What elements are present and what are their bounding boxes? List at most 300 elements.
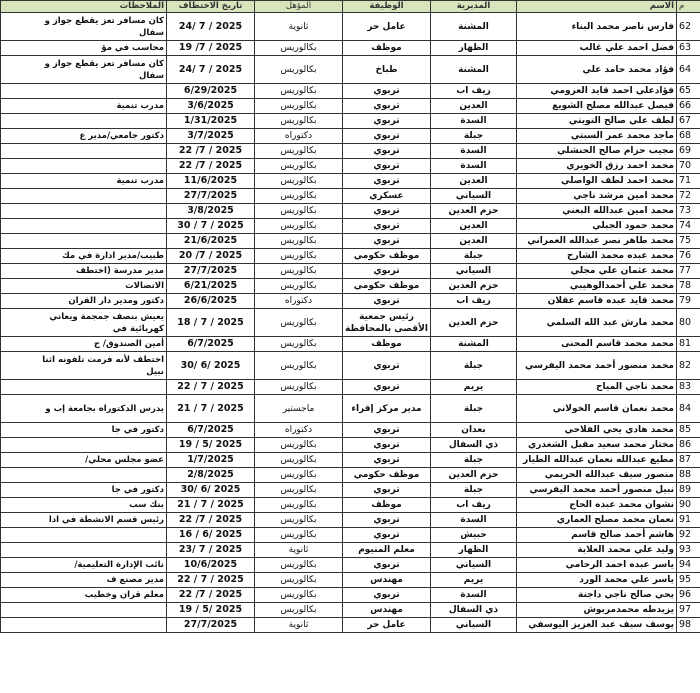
- qualification-cell: بكالوريس: [255, 603, 343, 618]
- table-row: [1, 219, 700, 234]
- table-row: [1, 204, 700, 219]
- qualification-cell: بكالوريس: [255, 588, 343, 603]
- date-cell: 16 / 6/ 2025: [167, 528, 255, 543]
- date-cell: 24/ 7 / 2025: [167, 13, 255, 41]
- row-number: 92: [677, 528, 700, 543]
- row-number: 70: [677, 159, 700, 174]
- job-cell: تربوي: [343, 423, 431, 438]
- note-line: أمين الصندوق/ ج: [93, 339, 164, 349]
- table-row: [1, 99, 700, 114]
- name-cell: يحي صالح ناجي داجنة: [517, 588, 677, 603]
- table-row: [1, 498, 700, 513]
- table-row: [1, 84, 700, 99]
- row-number: 79: [677, 294, 700, 309]
- notes-cell: [1, 189, 167, 204]
- name-cell: لطف علي صالح التويتي: [517, 114, 677, 129]
- date-cell: 30 / 7 / 2025: [167, 219, 255, 234]
- table-row: [1, 528, 700, 543]
- note-line: الاتصالات: [125, 281, 164, 291]
- notes-cell: [1, 159, 167, 174]
- notes-cell: [1, 84, 167, 99]
- date-cell: 22 / 7 / 2025: [167, 573, 255, 588]
- qualification-cell: بكالوريس: [255, 144, 343, 159]
- job-cell: تربوي: [343, 219, 431, 234]
- job-cell: موظف حكومي: [343, 279, 431, 294]
- district-cell: السدة: [431, 513, 517, 528]
- header-date: تاريخ الاختطاف: [167, 1, 255, 13]
- name-cell: فارس ناصر محمد البناء: [517, 13, 677, 41]
- name-cell: يوسف سيف عبد العزيز اليوسفي: [517, 618, 677, 633]
- job-cell: مهندس: [343, 603, 431, 618]
- district-cell: الظهار: [431, 41, 517, 56]
- name-cell: محمد ناجي المياح: [517, 380, 677, 395]
- note-line: مدرب تنمية: [116, 176, 164, 186]
- qualification-cell: ثانوية: [255, 543, 343, 558]
- qualification-cell: بكالوريس: [255, 114, 343, 129]
- date-cell: 3/8/2025: [167, 204, 255, 219]
- header-name: الاسم: [517, 1, 677, 13]
- notes-cell: [1, 395, 167, 423]
- date-cell: 21 / 7 / 2025: [167, 395, 255, 423]
- name-cell: محمد نعمان قاسم الخولاني: [517, 395, 677, 423]
- table-row: [1, 159, 700, 174]
- job-cell: موظف: [343, 498, 431, 513]
- notes-cell: [1, 513, 167, 528]
- job-cell: تربوي: [343, 99, 431, 114]
- notes-cell: [1, 438, 167, 453]
- name-cell: فؤادعلي احمد قايد العرومي: [517, 84, 677, 99]
- qualification-cell: بكالوريس: [255, 498, 343, 513]
- note-line: دكتور جامعي/مدير ع: [79, 131, 164, 141]
- qualification-cell: بكالوريس: [255, 558, 343, 573]
- notes-cell: [1, 114, 167, 129]
- qualification-cell: بكالوريس: [255, 41, 343, 56]
- row-number: 74: [677, 219, 700, 234]
- notes-cell: [1, 264, 167, 279]
- job-cell: تربوي: [343, 294, 431, 309]
- notes-cell: [1, 453, 167, 468]
- district-cell: المشنة: [431, 13, 517, 41]
- district-cell: حزم العدين: [431, 279, 517, 294]
- row-number: 82: [677, 352, 700, 380]
- table-row: [1, 380, 700, 395]
- name-cell: محمد احمد لطف الواصلي: [517, 174, 677, 189]
- row-number: 96: [677, 588, 700, 603]
- note-line: كان مسافر تعز يقطع جواز و: [44, 58, 164, 69]
- table-row: [1, 174, 700, 189]
- date-cell: 6/7/2025: [167, 423, 255, 438]
- job-cell: موظف حكومي: [343, 468, 431, 483]
- job-cell: تربوي: [343, 528, 431, 543]
- qualification-cell: بكالوريس: [255, 438, 343, 453]
- qualification-cell: بكالوريس: [255, 352, 343, 380]
- name-cell: محمد محمد قاسم المحنى: [517, 337, 677, 352]
- qualification-cell: بكالوريس: [255, 249, 343, 264]
- date-cell: 21/6/2025: [167, 234, 255, 249]
- name-cell: محمد مارش عبد الله السلمي: [517, 309, 677, 337]
- notes-cell: [1, 337, 167, 352]
- table-row: [1, 352, 700, 380]
- table-row: [1, 264, 700, 279]
- date-cell: 19 / 5/ 2025: [167, 438, 255, 453]
- notes-cell: [1, 204, 167, 219]
- date-cell: 1/7/2025: [167, 453, 255, 468]
- district-cell: حبيش: [431, 528, 517, 543]
- table-row: [1, 573, 700, 588]
- notes-cell: [1, 249, 167, 264]
- date-cell: 22 /7 / 2025: [167, 144, 255, 159]
- district-cell: السدة: [431, 588, 517, 603]
- district-cell: حزم العدين: [431, 204, 517, 219]
- notes-cell: [1, 468, 167, 483]
- notes-cell: [1, 618, 167, 633]
- row-number: 94: [677, 558, 700, 573]
- note-line: طبيب/مدير ادارة في مك: [61, 251, 164, 261]
- job-cell: تربوي: [343, 84, 431, 99]
- district-cell: السياني: [431, 558, 517, 573]
- table-row: [1, 603, 700, 618]
- job-cell: تربوي: [343, 438, 431, 453]
- qualification-cell: بكالوريس: [255, 99, 343, 114]
- table-row: [1, 41, 700, 56]
- name-cell: محمد قايد عبده قاسم عقلان: [517, 294, 677, 309]
- notes-cell: [1, 483, 167, 498]
- table-row: [1, 513, 700, 528]
- notes-cell: [1, 13, 167, 41]
- name-cell: فؤاد محمد حامد علي: [517, 56, 677, 84]
- district-cell: حزم العدين: [431, 468, 517, 483]
- row-number: 90: [677, 498, 700, 513]
- header-district: المديرية: [431, 1, 517, 13]
- header-num: م: [677, 1, 700, 13]
- note-line: عضو مجلس محلي/: [85, 455, 164, 465]
- table-row: [1, 279, 700, 294]
- district-cell: الظهار: [431, 543, 517, 558]
- qualification-cell: بكالوريس: [255, 174, 343, 189]
- notes-cell: [1, 603, 167, 618]
- district-cell: السدة: [431, 114, 517, 129]
- table-row: [1, 558, 700, 573]
- name-cell: ياسر علي محمد الورد: [517, 573, 677, 588]
- district-cell: العدين: [431, 234, 517, 249]
- date-cell: 27/7/2025: [167, 618, 255, 633]
- name-cell: نعمان محمد مصلح العماري: [517, 513, 677, 528]
- date-cell: 30/ 6/ 2025: [167, 352, 255, 380]
- district-cell: السياني: [431, 264, 517, 279]
- table-row: [1, 618, 700, 633]
- row-number: 91: [677, 513, 700, 528]
- row-number: 69: [677, 144, 700, 159]
- row-number: 78: [677, 279, 700, 294]
- job-cell: رئيس جمعية الأقصى بالمحافظة: [343, 309, 431, 337]
- name-cell: محمد احمد رزق الخويري: [517, 159, 677, 174]
- table-header-row: [1, 1, 700, 13]
- notes-cell: [1, 174, 167, 189]
- job-cell: تربوي: [343, 513, 431, 528]
- notes-cell: [1, 573, 167, 588]
- job-cell: تربوي: [343, 144, 431, 159]
- row-number: 65: [677, 84, 700, 99]
- district-cell: ريف اب: [431, 84, 517, 99]
- job-cell: تربوي: [343, 453, 431, 468]
- date-cell: 22 /7 / 2025: [167, 159, 255, 174]
- name-cell: محمد منصور أحمد محمد اليفرسي: [517, 352, 677, 380]
- header-qualification: المؤهل: [255, 1, 343, 13]
- job-cell: تربوي: [343, 352, 431, 380]
- table-row: [1, 249, 700, 264]
- row-number: 62: [677, 13, 700, 41]
- row-number: 77: [677, 264, 700, 279]
- district-cell: يريم: [431, 380, 517, 395]
- name-cell: محمد امين مرشد ناجي: [517, 189, 677, 204]
- table-row: [1, 453, 700, 468]
- table-row: [1, 234, 700, 249]
- row-number: 97: [677, 603, 700, 618]
- table-row: [1, 395, 700, 423]
- row-number: 68: [677, 129, 700, 144]
- name-cell: محمد عبده محمد الشارح: [517, 249, 677, 264]
- job-cell: مهندس: [343, 573, 431, 588]
- qualification-cell: ثانوية: [255, 618, 343, 633]
- name-cell: نشوان محمد عبده الحاج: [517, 498, 677, 513]
- date-cell: 23/ 7 / 2025: [167, 543, 255, 558]
- date-cell: 18 / 7 / 2025: [167, 309, 255, 337]
- notes-cell: [1, 279, 167, 294]
- district-cell: العدين: [431, 174, 517, 189]
- notes-cell: [1, 56, 167, 84]
- job-cell: تربوي: [343, 264, 431, 279]
- job-cell: تربوي: [343, 588, 431, 603]
- job-cell: تربوي: [343, 159, 431, 174]
- table-row: [1, 13, 700, 41]
- name-cell: محمد امين عبدالله البعني: [517, 204, 677, 219]
- date-cell: 10/6/2025: [167, 558, 255, 573]
- note-line: مدير مدرسة (اختطف: [76, 266, 164, 276]
- notes-cell: [1, 41, 167, 56]
- qualification-cell: بكالوريس: [255, 84, 343, 99]
- district-cell: العدين: [431, 99, 517, 114]
- job-cell: عامل حر: [343, 618, 431, 633]
- date-cell: 22 / 7 / 2025: [167, 380, 255, 395]
- job-cell: تربوي: [343, 114, 431, 129]
- name-cell: محمد هادي يحي الفلاحي: [517, 423, 677, 438]
- table-row: [1, 114, 700, 129]
- row-number: 87: [677, 453, 700, 468]
- note-line: سفال: [138, 27, 164, 38]
- header-notes: الملاحظات: [1, 1, 167, 13]
- table-row: [1, 144, 700, 159]
- district-cell: ريف اب: [431, 498, 517, 513]
- qualification-cell: ماجستير: [255, 395, 343, 423]
- job-cell: تربوي: [343, 204, 431, 219]
- note-line: سفال: [138, 70, 164, 81]
- qualification-cell: بكالوريس: [255, 189, 343, 204]
- job-cell: طباخ: [343, 56, 431, 84]
- name-cell: ماجد محمد عمر السبتي: [517, 129, 677, 144]
- qualification-cell: بكالوريس: [255, 483, 343, 498]
- name-cell: يزيدطه محمدمربوش: [517, 603, 677, 618]
- qualification-cell: دكتوراه: [255, 129, 343, 144]
- notes-cell: [1, 219, 167, 234]
- row-number: 95: [677, 573, 700, 588]
- row-number: 66: [677, 99, 700, 114]
- qualification-cell: دكتوراه: [255, 294, 343, 309]
- job-cell: موظف: [343, 41, 431, 56]
- district-cell: السياني: [431, 618, 517, 633]
- date-cell: 19 /7 / 2025: [167, 41, 255, 56]
- job-cell: تربوي: [343, 234, 431, 249]
- district-cell: يريم: [431, 573, 517, 588]
- date-cell: 3/6/2025: [167, 99, 255, 114]
- table-row: [1, 189, 700, 204]
- date-cell: 6/21/2025: [167, 279, 255, 294]
- name-cell: هاشم أحمد صالح قاسم: [517, 528, 677, 543]
- qualification-cell: بكالوريس: [255, 309, 343, 337]
- row-number: 72: [677, 189, 700, 204]
- qualification-cell: بكالوريس: [255, 279, 343, 294]
- name-cell: فيصل عبدالله مصلح الشويع: [517, 99, 677, 114]
- job-cell: موظف: [343, 337, 431, 352]
- note-line: مدرب تنمية: [116, 101, 164, 111]
- district-cell: ريف اب: [431, 294, 517, 309]
- table-row: [1, 129, 700, 144]
- date-cell: 22 /7 / 2025: [167, 513, 255, 528]
- note-line: نائب الإدارة التعليمية/: [74, 560, 164, 570]
- note-line: بنك سب: [129, 500, 164, 510]
- name-cell: محمد علي أحمدالوهيبي: [517, 279, 677, 294]
- qualification-cell: بكالوريس: [255, 468, 343, 483]
- name-cell: مطيع عبدالله نعمان عبدالله الطيار: [517, 453, 677, 468]
- row-number: 64: [677, 56, 700, 84]
- date-cell: 6/7/2025: [167, 337, 255, 352]
- notes-cell: [1, 558, 167, 573]
- note-line: رئيس قسم الانشطة في ادا: [48, 515, 164, 525]
- job-cell: معلم المنيوم: [343, 543, 431, 558]
- date-cell: 6/29/2025: [167, 84, 255, 99]
- job-cell: تربوي: [343, 129, 431, 144]
- date-cell: 19 / 5/ 2025: [167, 603, 255, 618]
- date-cell: 22 /7 / 2025: [167, 588, 255, 603]
- qualification-cell: بكالوريس: [255, 528, 343, 543]
- district-cell: جبلة: [431, 395, 517, 423]
- date-cell: 30/ 6/ 2025: [167, 483, 255, 498]
- row-number: 93: [677, 543, 700, 558]
- district-cell: المشنة: [431, 56, 517, 84]
- table-row: [1, 543, 700, 558]
- row-number: 89: [677, 483, 700, 498]
- note-line: يعيش بنصف جمجمة ويعاني: [49, 311, 164, 322]
- date-cell: 27/7/2025: [167, 264, 255, 279]
- qualification-cell: بكالوريس: [255, 264, 343, 279]
- notes-cell: [1, 144, 167, 159]
- row-number: 73: [677, 204, 700, 219]
- notes-cell: [1, 543, 167, 558]
- name-cell: محمد طاهر نصر عبدالله العمراني: [517, 234, 677, 249]
- note-line: كان مسافر تعز يقطع جواز و: [44, 15, 164, 26]
- row-number: 63: [677, 41, 700, 56]
- name-cell: نبيل منصور أحمد محمد اليفرسي: [517, 483, 677, 498]
- name-cell: مختار محمد سعيد مقبل الشغدري: [517, 438, 677, 453]
- row-number: 98: [677, 618, 700, 633]
- district-cell: جبلة: [431, 249, 517, 264]
- name-cell: منصور سيف عبدالله الحريمي: [517, 468, 677, 483]
- district-cell: ذي السفال: [431, 603, 517, 618]
- name-cell: فضل احمد علي غالب: [517, 41, 677, 56]
- notes-cell: [1, 423, 167, 438]
- notes-cell: [1, 99, 167, 114]
- district-cell: جبلة: [431, 483, 517, 498]
- district-cell: بعدان: [431, 423, 517, 438]
- header-job: الوظيفة: [343, 1, 431, 13]
- district-cell: المشنة: [431, 337, 517, 352]
- job-cell: عسكري: [343, 189, 431, 204]
- job-cell: عامل حر: [343, 13, 431, 41]
- table-row: [1, 468, 700, 483]
- note-line: دكتور ومدير دار القران: [68, 296, 164, 306]
- qualification-cell: بكالوريس: [255, 219, 343, 234]
- qualification-cell: بكالوريس: [255, 513, 343, 528]
- date-cell: 26/6/2025: [167, 294, 255, 309]
- date-cell: 27/7/2025: [167, 189, 255, 204]
- job-cell: تربوي: [343, 380, 431, 395]
- district-cell: السدة: [431, 159, 517, 174]
- name-cell: وليد علي محمد العلاية: [517, 543, 677, 558]
- row-number: 85: [677, 423, 700, 438]
- qualification-cell: بكالوريس: [255, 453, 343, 468]
- table-row: [1, 294, 700, 309]
- row-number: 75: [677, 234, 700, 249]
- date-cell: 24/ 7 / 2025: [167, 56, 255, 84]
- table-row: [1, 438, 700, 453]
- notes-cell: [1, 309, 167, 337]
- name-cell: محمد عثمان علي مجلي: [517, 264, 677, 279]
- job-cell: مدير مركز إقراء: [343, 395, 431, 423]
- notes-cell: [1, 294, 167, 309]
- name-cell: مجيب حزام صالح الحنشلي: [517, 144, 677, 159]
- note-line: مدير مصنع ف: [106, 575, 164, 585]
- qualification-cell: بكالوريس: [255, 573, 343, 588]
- job-cell: تربوي: [343, 174, 431, 189]
- job-cell: تربوي: [343, 558, 431, 573]
- qualification-cell: بكالوريس: [255, 380, 343, 395]
- district-cell: جبلة: [431, 453, 517, 468]
- district-cell: حزم العدين: [431, 309, 517, 337]
- notes-cell: [1, 352, 167, 380]
- note-line: نبيل: [146, 366, 164, 377]
- table-row: [1, 423, 700, 438]
- date-cell: 11/6/2025: [167, 174, 255, 189]
- note-line: اختطف لأنه فرمت تلفونه اثنا: [42, 354, 164, 365]
- note-line: دكتور في جا: [111, 485, 164, 495]
- notes-cell: [1, 528, 167, 543]
- row-number: 71: [677, 174, 700, 189]
- date-cell: 2/8/2025: [167, 468, 255, 483]
- notes-cell: [1, 380, 167, 395]
- table-row: [1, 56, 700, 84]
- note-line: يدرس الدكتوراه بجامعة إب و: [45, 403, 164, 414]
- date-cell: 3/7/2025: [167, 129, 255, 144]
- qualification-cell: بكالوريس: [255, 204, 343, 219]
- district-cell: العدين: [431, 219, 517, 234]
- notes-cell: [1, 498, 167, 513]
- qualification-cell: بكالوريس: [255, 56, 343, 84]
- name-cell: محمد حمود الجبلي: [517, 219, 677, 234]
- qualification-cell: دكتوراه: [255, 423, 343, 438]
- notes-cell: [1, 588, 167, 603]
- table-row: [1, 588, 700, 603]
- notes-cell: [1, 129, 167, 144]
- date-cell: 1/31/2025: [167, 114, 255, 129]
